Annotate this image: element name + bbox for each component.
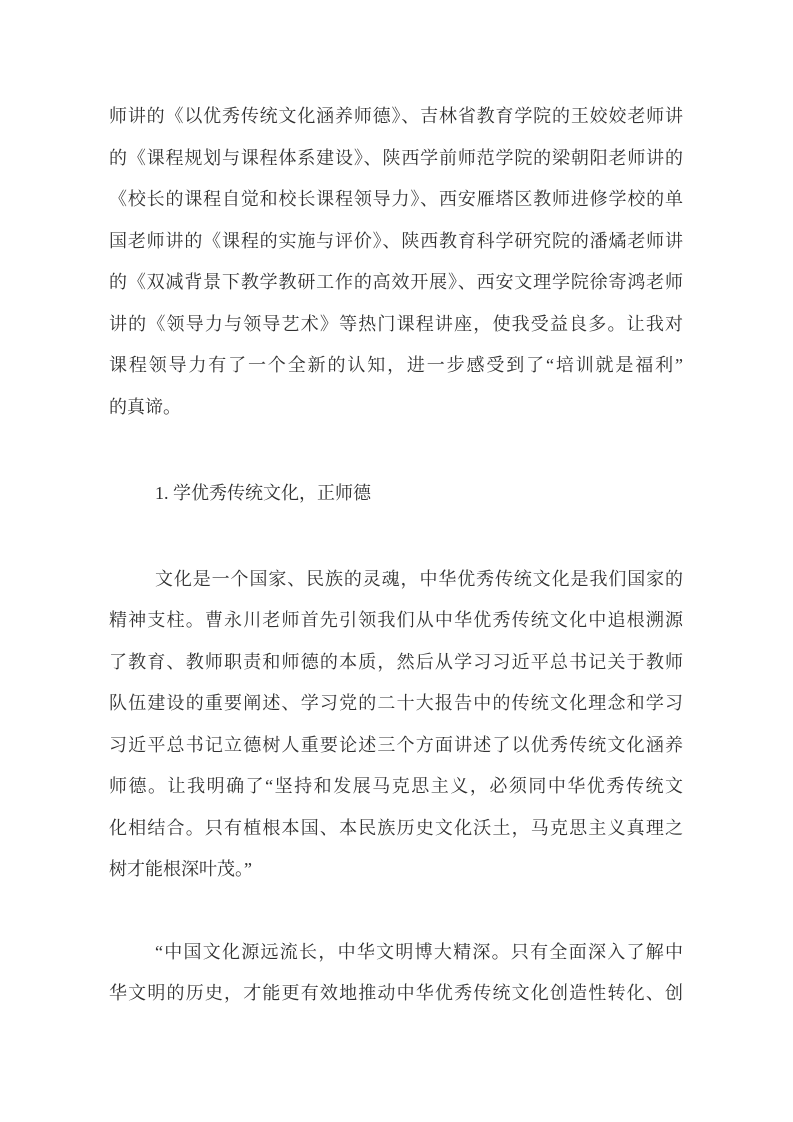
text-line: 《校长的课程自觉和校长课程领导力》、西安雁塔区教师进修学校的单: [109, 189, 683, 209]
text-line: 课程领导力有了一个全新的认知，进一步感受到了“培训就是福利”: [109, 355, 683, 375]
text-line: 精神支柱。曹永川老师首先引领我们从中华优秀传统文化中追根溯源: [109, 610, 683, 630]
paragraph-1: [109, 96, 683, 428]
text-line: 讲的《领导力与领导艺术》等热门课程讲座，使我受益良多。让我对: [109, 313, 683, 334]
paragraph-2: [109, 559, 683, 891]
text-line: 队伍建设的重要阐述、学习党的二十大报告中的传统文化理念和学习: [109, 693, 683, 713]
text-line: 的真谛。: [109, 396, 181, 417]
section-heading: [109, 473, 683, 515]
text-line: 国老师讲的《课程的实施与评价》、陕西教育科学研究院的潘燏老师讲: [109, 230, 683, 251]
text-line: 师德。让我明确了“坚持和发展马克思主义，必须同中华优秀传统文: [109, 776, 683, 796]
text-line: 的《课程规划与课程体系建设》、陕西学前师范学院的梁朝阳老师讲的: [109, 147, 683, 168]
text-line: 树才能根深叶茂。”: [109, 859, 252, 879]
text-line: 文化是一个国家、民族的灵魂，中华优秀传统文化是我们国家的: [155, 568, 683, 589]
paragraph-3: [109, 932, 683, 1015]
text-line: 了教育、教师职责和师德的本质，然后从学习习近平总书记关于教师: [109, 651, 683, 672]
text-line: “中国文化源远流长，中华文明博大精深。只有全面深入了解中: [155, 941, 683, 962]
text-line: 华文明的历史，才能更有效地推动中华优秀传统文化创造性转化、创: [109, 983, 683, 1003]
text-line: 的《双减背景下教学教研工作的高效开展》、西安文理学院徐寄鸿老师: [109, 272, 683, 292]
text-line: 师讲的《以优秀传统文化涵养师德》、吉林省教育学院的王姣姣老师讲: [109, 106, 683, 126]
text-line: 化相结合。只有植根本国、本民族历史文化沃土，马克思主义真理之: [109, 817, 683, 838]
text-line: 习近平总书记立德树人重要论述三个方面讲述了以优秀传统文化涵养: [109, 734, 683, 755]
heading-line: 1. 学优秀传统文化，正师德: [155, 483, 371, 503]
